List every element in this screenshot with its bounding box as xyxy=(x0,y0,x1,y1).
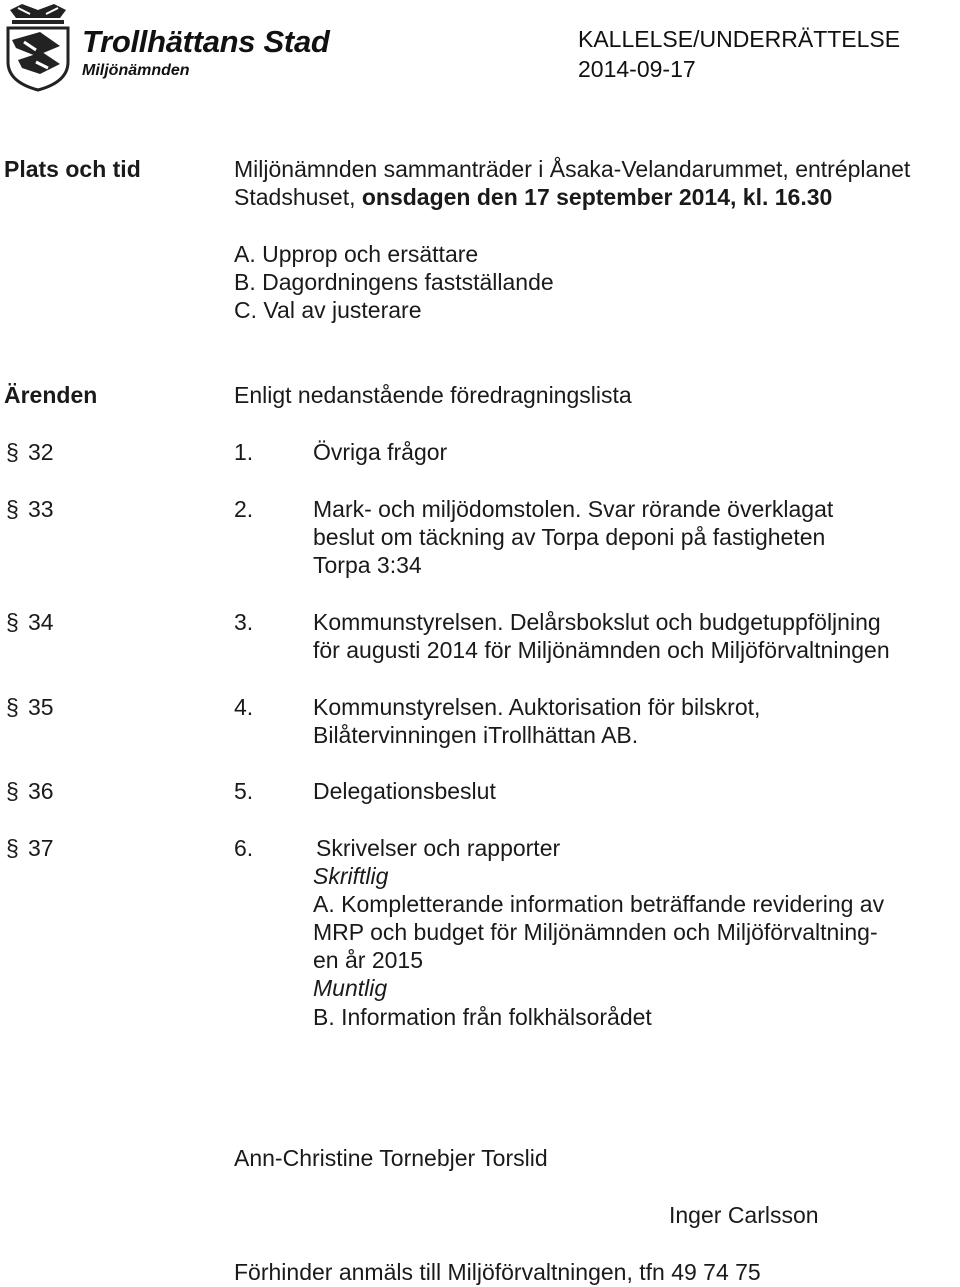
organization-unit: Miljönämnden xyxy=(82,62,190,79)
item-text: Skrivelser och rapporter xyxy=(316,835,561,861)
item-number: 4. xyxy=(234,694,254,720)
municipality-emblem-icon xyxy=(2,0,74,92)
item-text: Bilåtervinningen iTrollhättan AB. xyxy=(313,722,639,748)
section-symbol: § xyxy=(6,609,19,635)
section-symbol: § xyxy=(6,835,19,861)
place-time-line-1: Miljönämnden sammanträder i Åsaka-Velandarummet, entréplanet xyxy=(234,156,911,182)
section-number: 35 xyxy=(28,694,54,720)
item-text: Kommunstyrelsen. Delårsbokslut och budgetuppföljning xyxy=(313,609,881,635)
section-number: 36 xyxy=(28,778,54,804)
meeting-datetime: onsdagen den 17 september 2014, kl. 16.30 xyxy=(361,184,833,210)
item-number: 3. xyxy=(234,609,254,635)
organization-name: Trollhättans Stad xyxy=(82,24,330,59)
section-number: 34 xyxy=(28,609,54,635)
chair-name: Ann-Christine Tornebjer Torslid xyxy=(234,1145,548,1171)
sub-item-text: en år 2015 xyxy=(313,947,423,973)
section-number: 37 xyxy=(28,835,54,861)
document-type: KALLELSE/UNDERRÄTTELSE xyxy=(578,26,901,52)
place-time-label: Plats och tid xyxy=(4,156,141,182)
agenda-label: Ärenden xyxy=(4,382,98,408)
item-text: beslut om täckning av Torpa deponi på fastigheten xyxy=(313,524,826,550)
item-text: Mark- och miljödomstolen. Svar rörande överklagat xyxy=(313,496,834,522)
secretary-name: Inger Carlsson xyxy=(669,1202,819,1228)
item-text: Kommunstyrelsen. Auktorisation för bilskrot, xyxy=(313,694,761,720)
item-number: 2. xyxy=(234,496,254,522)
place-time-line-2 xyxy=(234,183,832,211)
item-number: 6. xyxy=(234,835,254,861)
absence-notice: Förhinder anmäls till Miljöförvaltningen, tfn 49 74 75 xyxy=(234,1259,761,1285)
section-symbol: § xyxy=(6,694,19,720)
sub-item-text: A. Kompletterande information beträffande revidering av xyxy=(313,891,885,917)
section-number: 32 xyxy=(28,439,54,465)
section-number: 33 xyxy=(28,496,54,522)
written-label: Skriftlig xyxy=(313,863,389,889)
opening-item: A. Upprop och ersättare xyxy=(234,241,479,267)
opening-item: C. Val av justerare xyxy=(234,297,422,323)
section-symbol: § xyxy=(6,496,19,522)
opening-item: B. Dagordningens fastställande xyxy=(234,269,554,295)
item-text: för augusti 2014 för Miljönämnden och Miljöförvaltningen xyxy=(313,637,890,663)
section-symbol: § xyxy=(6,778,19,804)
item-text: Torpa 3:34 xyxy=(313,552,422,578)
agenda-intro: Enligt nedanstående föredragningslista xyxy=(234,382,632,408)
place-text: Stadshuset, xyxy=(234,184,362,210)
sub-item-text: MRP och budget för Miljönämnden och Miljöförvaltning- xyxy=(313,919,878,945)
section-symbol: § xyxy=(6,439,19,465)
item-text: Delegationsbeslut xyxy=(313,778,496,804)
oral-label: Muntlig xyxy=(313,975,388,1001)
item-text: Övriga frågor xyxy=(313,439,448,465)
item-number: 5. xyxy=(234,778,254,804)
document-date: 2014-09-17 xyxy=(578,56,696,82)
item-number: 1. xyxy=(234,439,254,465)
sub-item-text: B. Information från folkhälsorådet xyxy=(313,1004,652,1030)
